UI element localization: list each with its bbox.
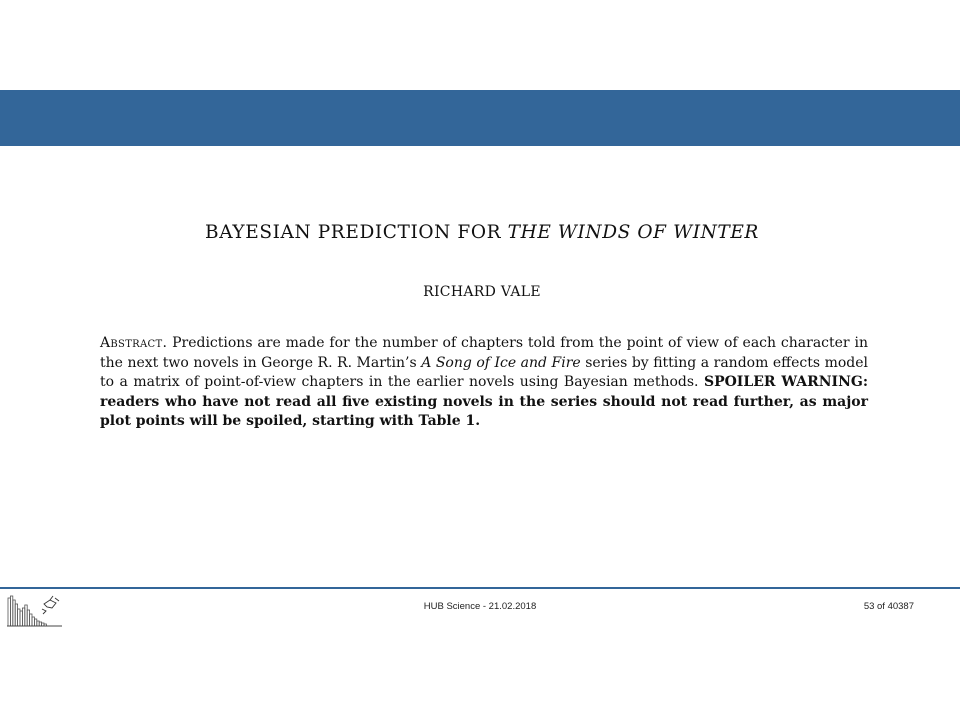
paper-author: RICHARD VALE <box>423 284 541 300</box>
abstract-label: Abstract. <box>100 335 168 351</box>
paper-title-prefix: BAYESIAN PREDICTION FOR <box>205 222 508 243</box>
footer-page-number: 53 of 40387 <box>863 601 914 612</box>
footer-rule <box>0 587 960 589</box>
abstract-text-2: series by fitting a random effects model to a matrix of point-of-view chapters in the earlier novels using Bayesian methods. <box>100 354 868 390</box>
paper-title <box>0 222 960 243</box>
paper-title-italic: THE WINDS OF WINTER <box>507 222 759 243</box>
abstract-text-1: Predictions are made for the number of chapters told from the point of view of each character in the next two novels in George R. R. Martin’s <box>100 335 868 371</box>
abstract-series-title: A Song of Ice and Fire <box>421 354 581 371</box>
histogram-logo-icon <box>6 590 64 628</box>
spoiler-warning: SPOILER WARNING: readers who have not read all five existing novels in the series should not read further, as major plot points will be spoiled, starting with Table 1. <box>100 374 868 429</box>
header-band <box>0 90 960 146</box>
abstract <box>100 334 868 432</box>
footer-event: HUB Science - 21.02.2018 <box>423 601 537 612</box>
